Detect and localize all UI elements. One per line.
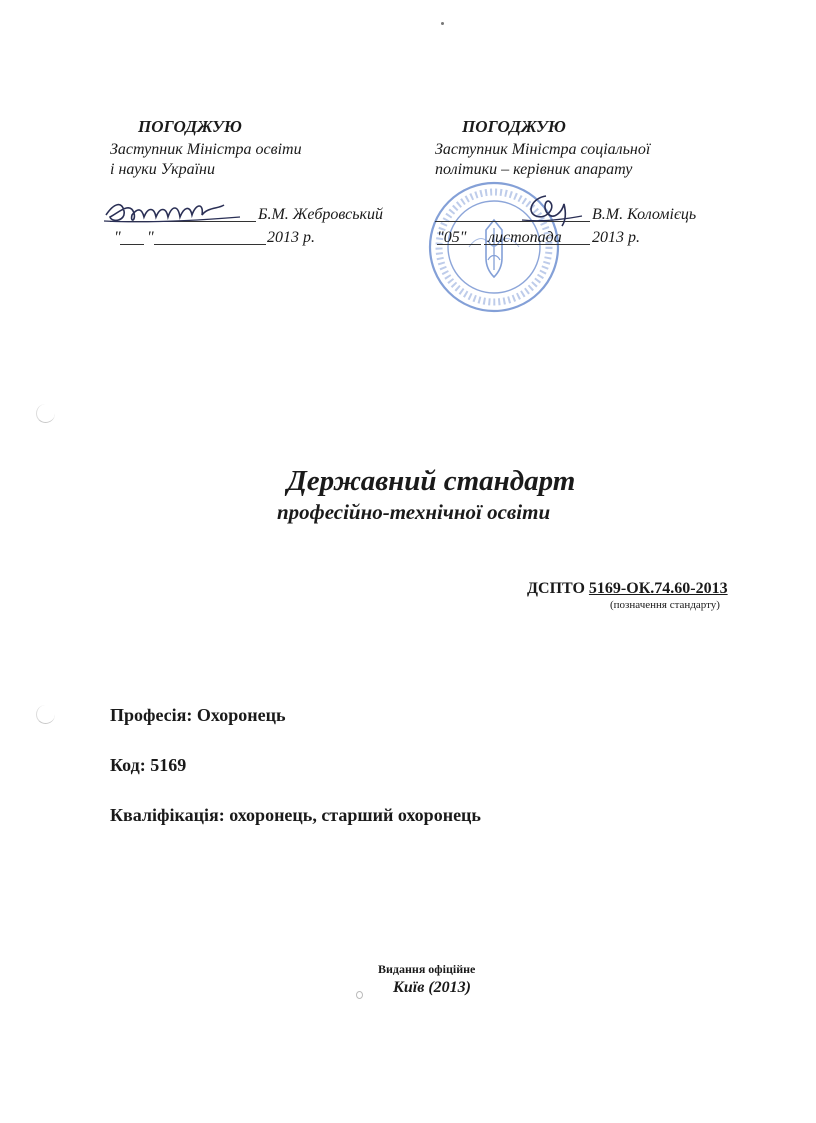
approval-position-line: Заступник Міністра освіти	[110, 141, 302, 158]
approval-position-line: і науки України	[110, 161, 215, 178]
scan-speck	[441, 22, 444, 25]
profession-code-line: Код: 5169	[110, 755, 187, 775]
date-day-underline	[437, 244, 481, 245]
signature-kolomiiets	[516, 190, 586, 230]
approval-position-line: Заступник Міністра соціальної	[435, 141, 651, 158]
date-day-blank	[120, 244, 144, 245]
edition-label: Видання офіційне	[378, 962, 476, 976]
approval-heading: ПОГОДЖУЮ	[462, 117, 566, 136]
approval-signatory-name: В.М. Коломієць	[592, 206, 697, 223]
scan-speck	[356, 991, 363, 999]
designation-code: 5169-ОК.74.60-2013	[588, 580, 728, 597]
standard-designation	[527, 580, 728, 598]
punch-hole-mark	[36, 705, 55, 724]
approval-date-quote: "	[147, 229, 154, 246]
approval-year: 2013 р.	[592, 229, 640, 246]
date-month-blank	[154, 244, 266, 245]
qualification-line: Кваліфікація: охоронець, старший охоронець	[110, 805, 481, 825]
document-subtitle: професійно-технічної освіти	[277, 500, 551, 524]
designation-prefix: ДСПТО	[527, 580, 585, 597]
signature-zhebrovsky	[100, 193, 250, 229]
approval-year: 2013 р.	[267, 229, 315, 246]
approval-date-quote: "	[114, 229, 121, 246]
date-month-underline	[484, 244, 590, 245]
approval-position-line: політики – керівник апарату	[435, 161, 633, 178]
approval-date-day: "05"	[437, 229, 467, 246]
designation-note: (позначення стандарту)	[610, 599, 720, 611]
document-title: Державний стандарт	[287, 465, 576, 497]
profession-line: Професія: Охоронець	[110, 705, 286, 725]
approval-signatory-name: Б.М. Жебровський	[258, 206, 383, 223]
punch-hole-mark	[36, 404, 55, 423]
approval-date-month: листопада	[488, 229, 562, 246]
city-year: Київ (2013)	[393, 979, 471, 996]
approval-heading: ПОГОДЖУЮ	[138, 117, 242, 136]
